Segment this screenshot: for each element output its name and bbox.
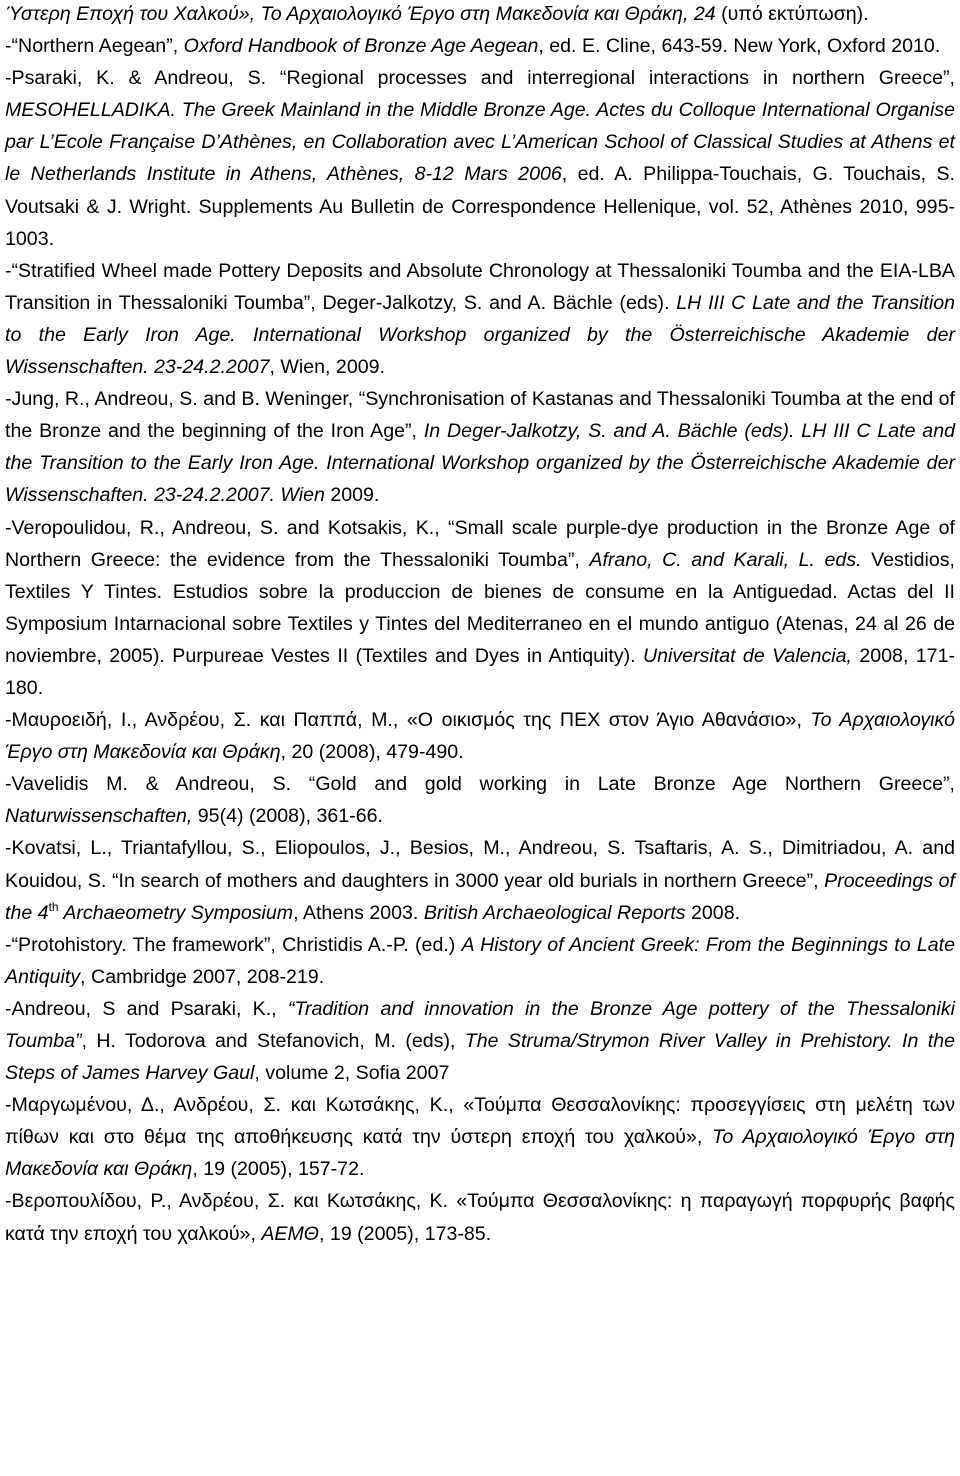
reference-text: , ed. A. Philippa-Touchais, G. Touchais, S. Voutsaki & J. Wright. Supplements Au Bulletin de Correspondence Hellenique, vol. 52, Athènes 2010, 995-1003. [5, 163, 955, 250]
italic-text: MESOHELLADIKA. The Greek Mainland in the Middle Bronze Age. Actes du Colloque International Organise par L’Ecole Française D’Athènes, en Collaboration avec L’American School of Classical Studies at Athens et le Netherlands Institute in Athens, Athènes, 8-12 Mars 2006 [5, 99, 955, 186]
italic-text: Universitat de Valencia, [642, 644, 852, 667]
italic-text: “Tradition and innovation in the Bronze Age pottery of the Thessaloniki Toumba” [5, 997, 955, 1052]
italic-text: Ύστερη Εποχή του Χαλκού», [5, 3, 261, 25]
reference-entry [5, 929, 955, 993]
reference-text: 95(4) (2008), 361-66. [192, 805, 383, 828]
reference-entry [5, 512, 955, 705]
reference-text: Vestidios, Textiles Y Tintes. Estudios sobre la produccion de bienes de consume en la Antiguedad. Actas del II Symposium Intarnacional sobre Textiles y Tintes del Mediterraneo en el mundo antiguo (Atenas, 24 al 26 de noviembre, 2005). Purpureae Vestes II (Textiles and Dyes in Antiquity). [5, 548, 956, 667]
reference-text: -Μαυροειδή, Ι., Ανδρέου, Σ. και Παππά, Μ., «Ο οικισμός της ΠΕΧ στον Άγιο Αθανάσιο», [5, 709, 811, 732]
reference-entry [5, 62, 955, 255]
reference-text: , volume 2, Sofia 2007 [254, 1062, 450, 1085]
reference-entry [5, 30, 955, 62]
italic-text: Naturwissenschaften, [5, 805, 193, 828]
reference-text: , H. Todorova and Stefanovich, M. (eds), [81, 1030, 465, 1052]
italic-text: A History of Ancient Greek: From the Beginnings to Late Antiquity [5, 933, 955, 988]
italic-text: 24 [693, 3, 716, 25]
reference-text: -Μαργωμένου, Δ., Ανδρέου, Σ. και Κωτσάκης, Κ., «Τούμπα Θεσσαλονίκης: προσεγγίσεις στη μελέτη των πίθων και στο θέμα της αποθήκευσης κατά την ύστερη εποχή του χαλκού», [5, 1094, 955, 1149]
reference-text: (υπό εκτύπωση). [715, 3, 869, 25]
italic-text: Oxford Handbook of Bronze Age Aegean [183, 35, 539, 58]
italic-text: Afrano, C. and Karali, L. eds. [589, 548, 862, 571]
reference-text: -Vavelidis M. & Andreou, S. “Gold and gold working in Late Bronze Age Northern Greece”, [5, 773, 955, 796]
reference-entry [5, 1089, 955, 1185]
reference-entry [5, 255, 955, 383]
reference-text: -Veropoulidou, R., Andreou, S. and Kotsakis, K., “Small scale purple-dye production in the Bronze Age of Northern Greece: the evidence from the Thessaloniki Toumba”, [5, 516, 955, 571]
reference-entry [5, 993, 955, 1089]
italic-text: LH III C Late and the Transition to the Early Iron Age. International Workshop organized by the Österreichische Akademie der Wissenschaften. 23-24.2.2007 [5, 291, 955, 379]
bibliography-page [5, 0, 955, 1250]
italic-text: ΑΕΜΘ [261, 1222, 320, 1245]
reference-entry [5, 704, 955, 768]
italic-text: The Struma/Strymon River Valley in Prehistory. In the Steps of James Harvey Gaul [5, 1030, 955, 1085]
reference-text: , Athens 2003. [293, 901, 424, 924]
reference-text: , ed. E. Cline, 643-59. New York, Oxford 2010. [538, 35, 941, 58]
reference-text: , Wien, 2009. [269, 356, 385, 379]
reference-text: 2008, 171-180. [5, 644, 955, 699]
superscript-text: th [48, 899, 59, 914]
reference-text: , 19 (2005), 157-72. [192, 1158, 365, 1181]
italic-text: , [682, 3, 694, 25]
italic-text: British Archaeological Reports [423, 901, 686, 924]
reference-entry [5, 768, 955, 832]
reference-text: -Kovatsi, L., Triantafyllou, S., Eliopoulos, J., Besios, M., Andreou, S. Tsaftaris, A. S., Dimitriadou, A. and Kouidou, S. “In search of mothers and daughters in 3000 year old burials in northern Greece”, [5, 837, 955, 892]
reference-entry [5, 832, 955, 928]
reference-text: , Cambridge 2007, 208-219. [80, 965, 325, 988]
italic-text: Archaeometry Symposium [58, 901, 294, 924]
reference-text: 2008. [685, 901, 741, 924]
reference-text: , 20 (2008), 479-490. [280, 741, 464, 764]
reference-text: 2009. [324, 484, 380, 507]
italic-text: Το Αρχαιολογικό Έργο στη Μακεδονία και Θράκη [260, 3, 683, 25]
reference-text: -“Stratified Wheel made Pottery Deposits and Absolute Chronology at Thessaloniki Toumba and the EIA-LBA Transition in Thessaloniki Toumba”, Deger-Jalkotzy, S. and A. Bächle (eds). [5, 259, 955, 314]
reference-text: -Βεροπουλίδου, Ρ., Ανδρέου, Σ. και Κωτσάκης, Κ. «Τούμπα Θεσσαλονίκης: η παραγωγή πορφυρής βαφής κατά την εποχή του χαλκού», [5, 1190, 955, 1245]
reference-text: -Andreou, S and Psaraki, K., [5, 997, 288, 1020]
reference-entry [5, 1185, 955, 1249]
reference-text: -Psaraki, K. & Andreou, S. “Regional processes and interregional interactions in northern Greece”, [5, 67, 955, 90]
reference-entry [5, 0, 955, 30]
italic-text: Το Αρχαιολογικό Έργο στη Μακεδονία και Θράκη [5, 709, 955, 764]
reference-text: -“Protohistory. The framework”, Christidis A.-P. (ed.) [5, 933, 462, 956]
reference-text: -Jung, R., Andreou, S. and B. Weninger, “Synchronisation of Kastanas and Thessaloniki Toumba at the end of the Bronze and the beginning of the Iron Age”, [5, 388, 955, 443]
reference-entry [5, 383, 955, 511]
italic-text: Proceedings of the 4 [5, 869, 955, 924]
italic-text: Το Αρχαιολογικό Έργο στη Μακεδονία και Θράκη [5, 1126, 955, 1181]
italic-text: In Deger-Jalkotzy, S. and A. Bächle (eds). LH III C Late and the Transition to the Early Iron Age. International Workshop organized by the Österreichische Akademie der Wissenschaften. 23-24.2.2007. Wien [5, 420, 955, 507]
reference-text: -“Northern Aegean”, [5, 35, 184, 58]
reference-text: , 19 (2005), 173-85. [319, 1222, 492, 1245]
